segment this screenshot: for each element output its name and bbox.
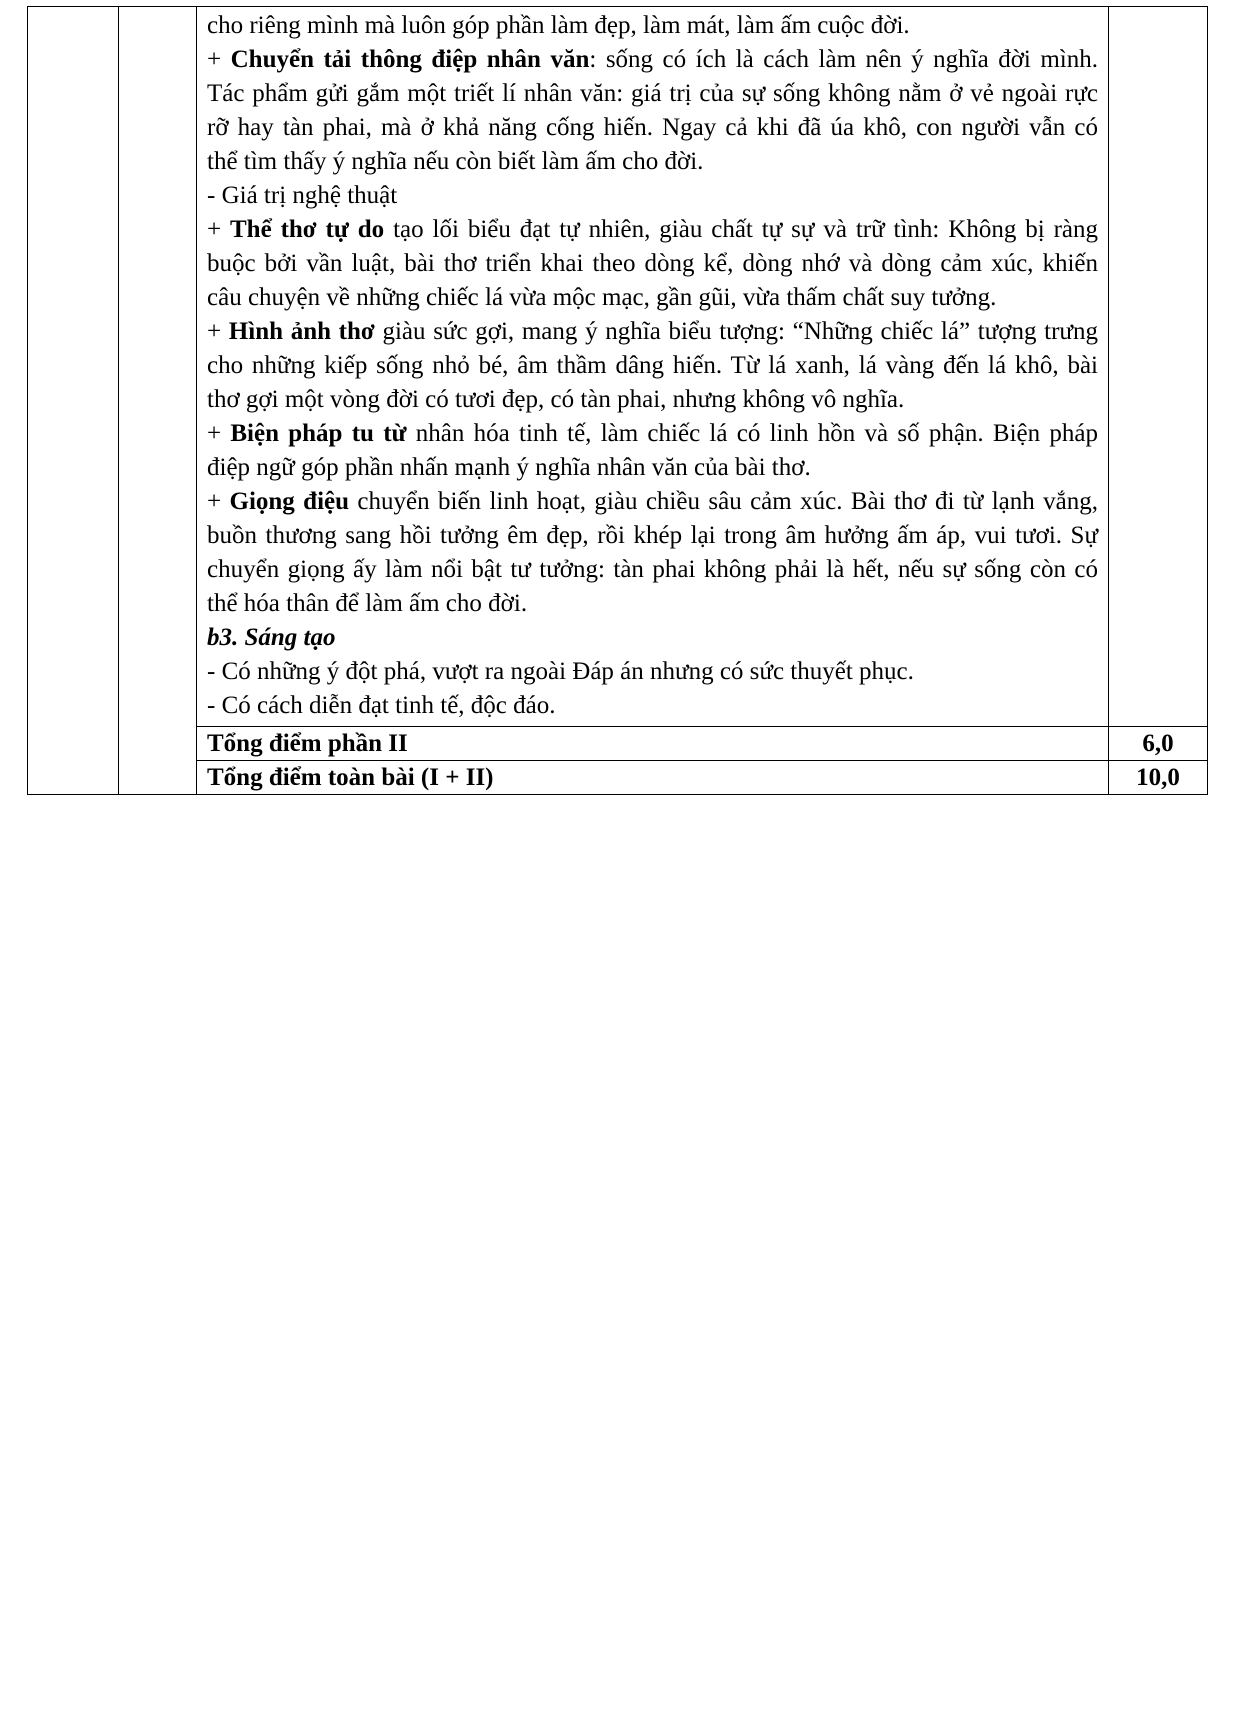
bullet-keyword: Giọng điệu bbox=[229, 488, 350, 515]
rubric-line: điệp ngữ góp phần nhấn mạnh ý nghĩa nhân văn của bài thơ. bbox=[207, 454, 811, 481]
total-part2-row bbox=[28, 727, 1208, 761]
subheading-text: b3. Sáng tạo bbox=[207, 624, 336, 651]
rubric-line: cho những kiếp sống nhỏ bé, âm thầm dâng hiến. Từ lá xanh, lá vàng đến lá khô, bài bbox=[207, 352, 1098, 379]
bullet-keyword: Biện pháp tu từ bbox=[230, 420, 407, 447]
bullet-keyword: Hình ảnh thơ bbox=[228, 318, 375, 345]
bullet-keyword: Chuyển tải thông điệp nhân văn bbox=[230, 46, 590, 73]
rubric-bullet-line bbox=[207, 213, 1098, 247]
bullet-text: nhân hóa tinh tế, làm chiếc lá có linh hồn và số phận. Biện pháp bbox=[406, 420, 1098, 447]
bullet-prefix: + bbox=[207, 420, 231, 447]
bullet-text: chuyển biến linh hoạt, giàu chiều sâu cảm xúc. Bài thơ đi từ lạnh vắng, bbox=[349, 488, 1098, 515]
rubric-content-cell bbox=[197, 7, 1109, 727]
bullet-prefix: + bbox=[207, 488, 230, 515]
rubric-line: buồn thương sang hồi tưởng êm đẹp, rồi khép lại trong âm hưởng ấm áp, vui tươi. Sự bbox=[207, 522, 1098, 549]
bullet-text: tạo lối biểu đạt tự nhiên, giàu chất tự sự và trữ tình: Không bị ràng bbox=[384, 216, 1098, 243]
rubric-line: rỡ hay tàn phai, mà ở khả năng cống hiến. Ngay cả khi đã úa khô, con người vẫn có bbox=[207, 114, 1098, 141]
rubric-line: - Có cách diễn đạt tinh tế, độc đáo. bbox=[207, 692, 556, 719]
rubric-score-cell bbox=[1109, 7, 1208, 727]
total-part2-score: 6,0 bbox=[1109, 727, 1208, 761]
total-part2-label: Tổng điểm phần II bbox=[197, 727, 1109, 761]
bullet-prefix: + bbox=[207, 318, 229, 345]
rubric-line: buộc bởi vần luật, bài thơ triển khai theo dòng kể, dòng nhớ và dòng cảm xúc, khiến bbox=[207, 250, 1098, 277]
rubric-bullet-line bbox=[207, 485, 1098, 519]
rubric-line: Tác phẩm gửi gắm một triết lí nhân văn: giá trị của sự sống không nằm ở vẻ ngoài rực bbox=[207, 80, 1098, 107]
rubric-line: chuyển giọng ấy làm nổi bật tư tưởng: tàn phai không phải là hết, nếu sự sống còn có bbox=[207, 556, 1098, 583]
rubric-content-row bbox=[28, 7, 1208, 727]
rubric-line: - Giá trị nghệ thuật bbox=[207, 182, 398, 209]
bullet-text: giàu sức gợi, mang ý nghĩa biểu tượng: “Những chiếc lá” tượng trưng bbox=[374, 318, 1098, 345]
rubric-bullet-line bbox=[207, 315, 1098, 349]
rubric-subheading bbox=[207, 621, 1098, 655]
rubric-table bbox=[27, 6, 1208, 795]
rubric-bullet-line bbox=[207, 43, 1098, 77]
rubric-line: thể tìm thấy ý nghĩa nếu còn biết làm ấm cho đời. bbox=[207, 148, 704, 175]
rubric-line: - Có những ý đột phá, vượt ra ngoài Đáp án nhưng có sức thuyết phục. bbox=[207, 658, 914, 685]
rubric-bullet-line bbox=[207, 417, 1098, 451]
rubric-line: câu chuyện về những chiếc lá vừa mộc mạc, gần gũi, vừa thấm chất suy tưởng. bbox=[207, 284, 997, 311]
rubric-col-section bbox=[119, 7, 197, 795]
total-all-row bbox=[28, 761, 1208, 795]
bullet-prefix: + bbox=[207, 216, 230, 243]
total-all-score: 10,0 bbox=[1109, 761, 1208, 795]
total-all-label: Tổng điểm toàn bài (I + II) bbox=[197, 761, 1109, 795]
bullet-prefix: + bbox=[207, 46, 231, 73]
bullet-keyword: Thể thơ tự do bbox=[230, 216, 385, 243]
rubric-col-question bbox=[28, 7, 119, 795]
rubric-line: thể hóa thân để làm ấm cho đời. bbox=[207, 590, 528, 617]
bullet-text: : sống có ích là cách làm nên ý nghĩa đời mình. bbox=[589, 46, 1099, 73]
rubric-line: cho riêng mình mà luôn góp phần làm đẹp, làm mát, làm ấm cuộc đời. bbox=[207, 12, 910, 39]
rubric-line: thơ gợi một vòng đời có tươi đẹp, có tàn phai, nhưng không vô nghĩa. bbox=[207, 386, 905, 413]
